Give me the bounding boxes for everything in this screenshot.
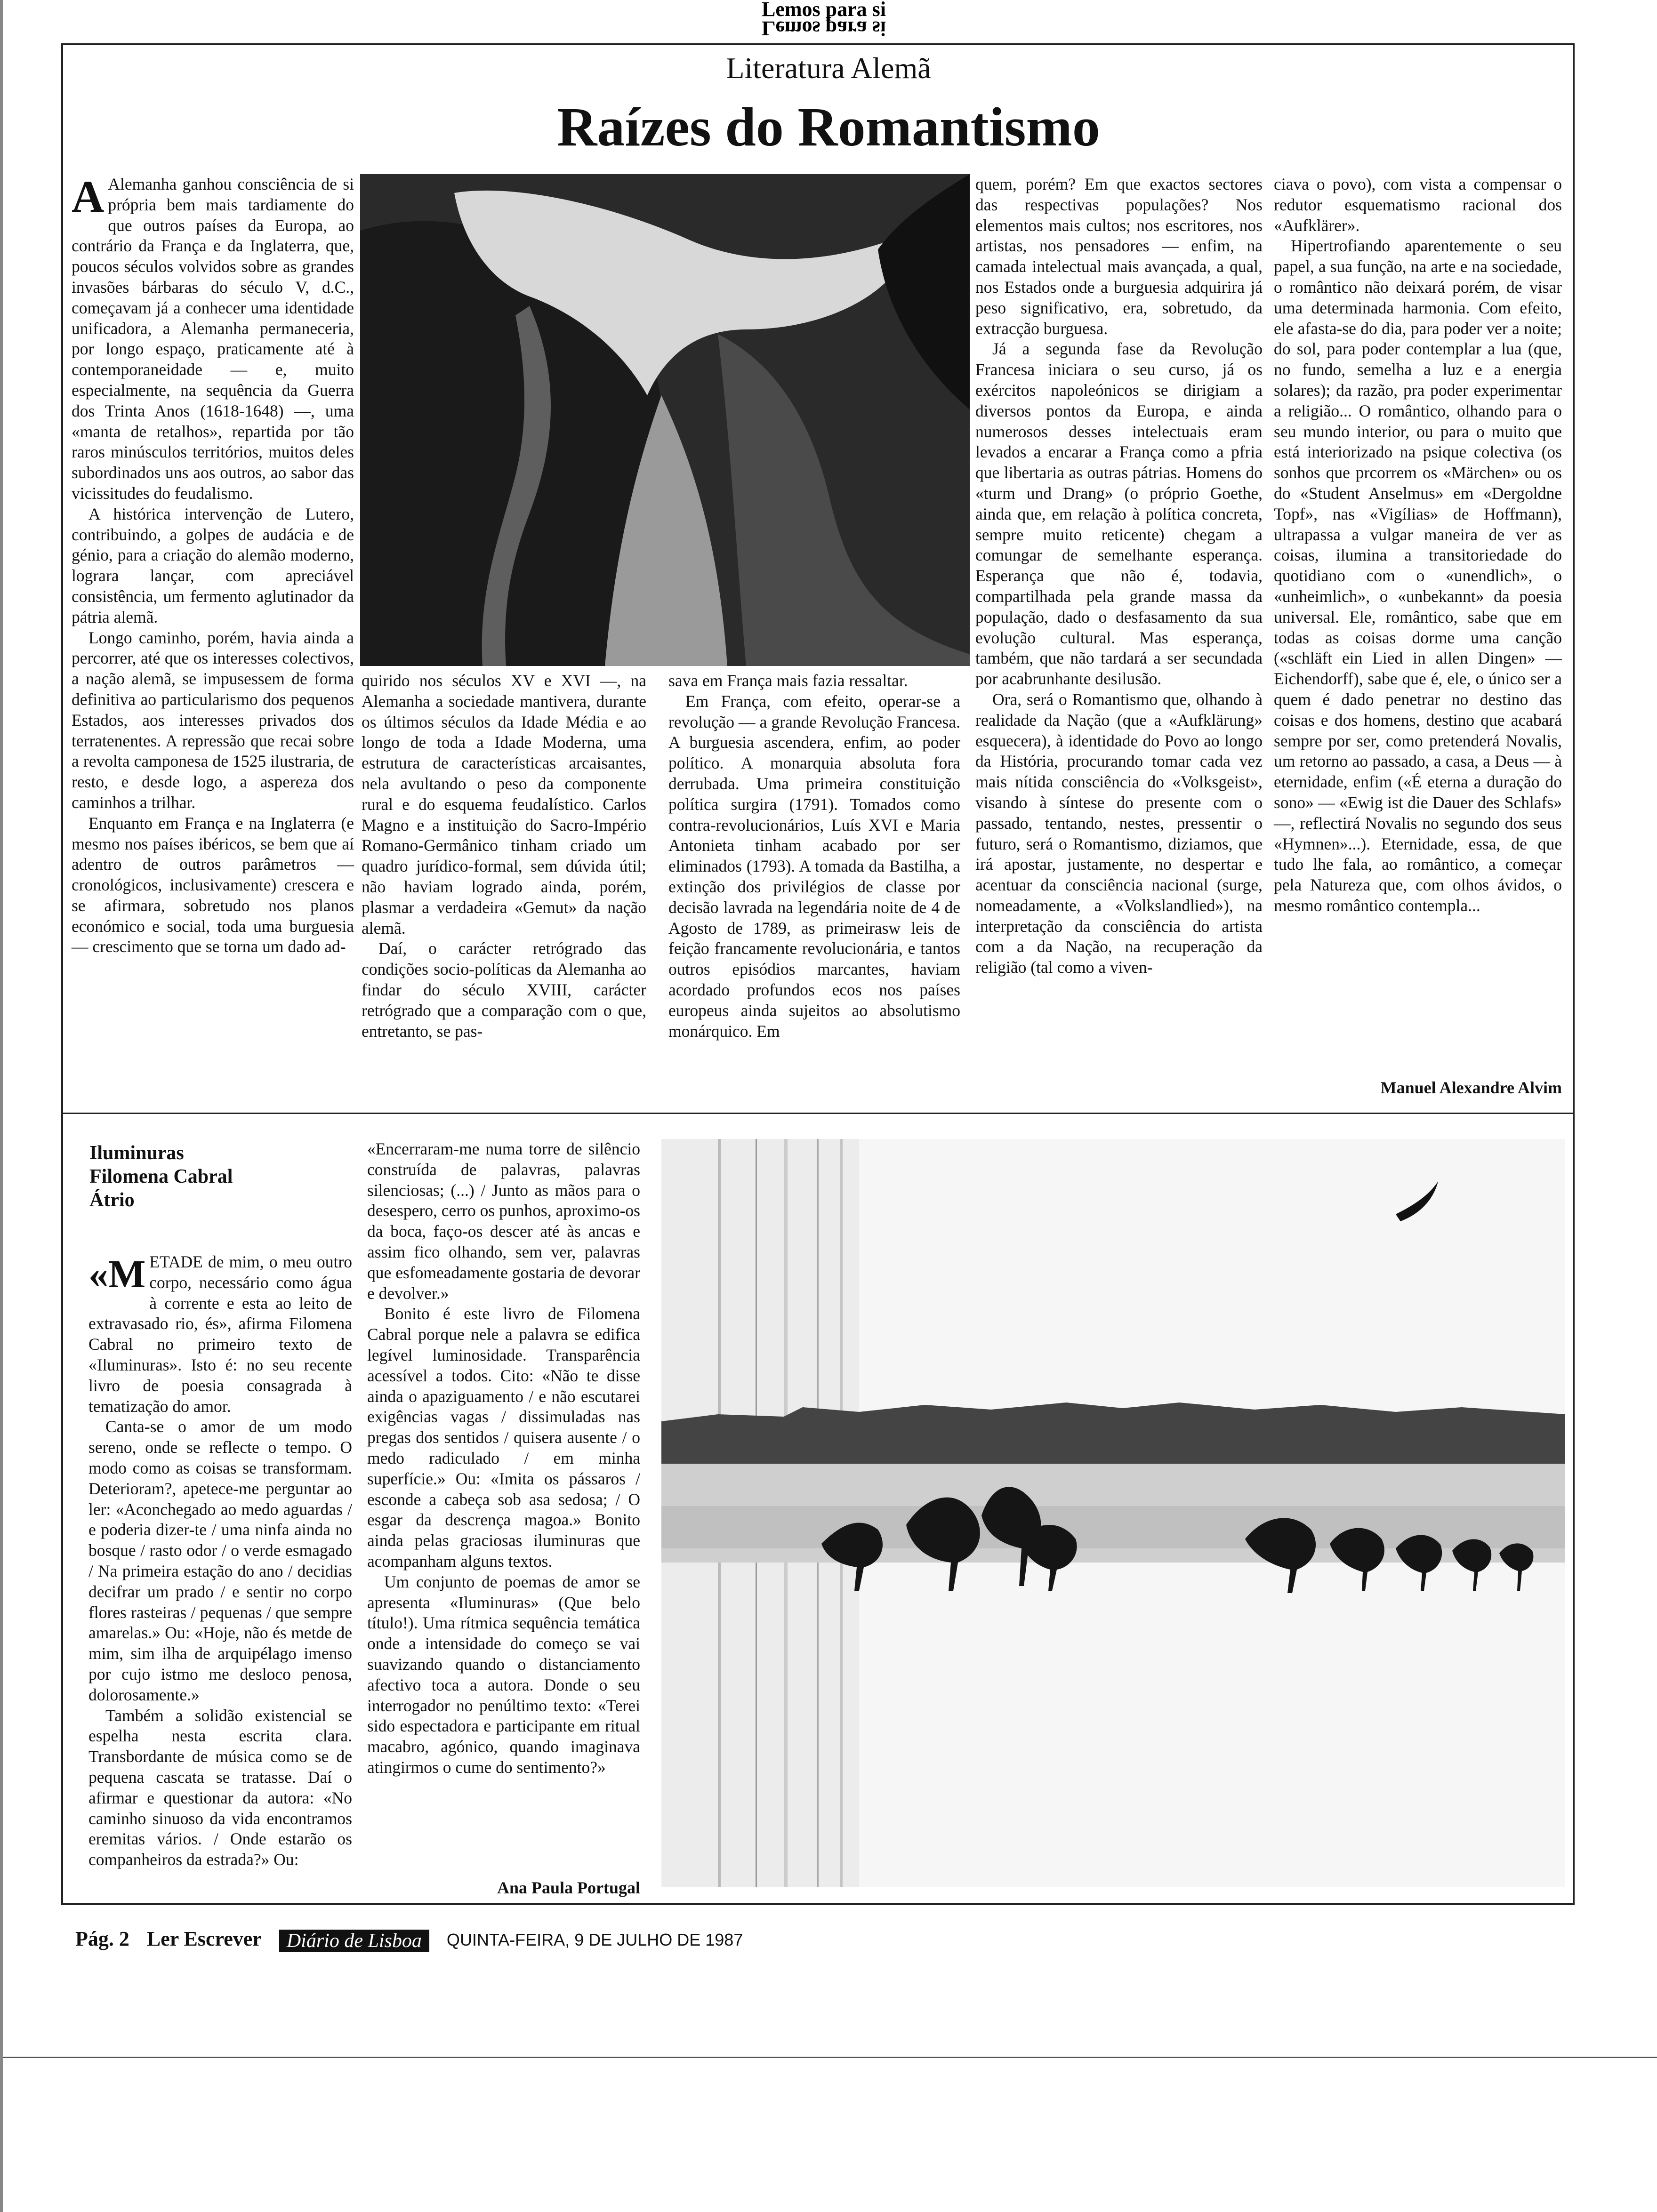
article1-col2 — [362, 671, 646, 1104]
paragraph: Em França, com efeito, operar-se a revolução — a grande Revolução Francesa. A burguesia ascendera, enfim, ao poder político. A monarquia absoluta fora derrubada. Uma primeira constituição política surgira (1791). Tomados como contra-revolucionários, Luís XVI e Maria Antonieta tinham acabado por ser eliminados (1793). A tomada da Bastilha, a extinção dos privilégios de classe por decisão lavrada na legendária noite de 4 de Agosto de 1789, as primeirasw leis de feição francamente revolucionária, e tantos outros episódios marcantes, haviam acordado profundos ecos nos países europeus ainda sujeitos ao absolutismo monárquico. Em — [668, 691, 960, 1041]
paragraph: Hipertrofiando aparentemente o seu papel, a sua função, na arte e na sociedade, o romântico não deixará porém, de visar uma determinada harmonia. Com efeito, ele afasta-se do dia, para poder ver a noite; do sol, para poder contemplar a lua (que, no fundo, semelha a luz e a energia solares); da razão, pra poder experimentar a religião... O romântico, olhando para o seu mundo interior, ou para o muito que está interiorizado na psique colectiva (os sonhos que prcorrem os «Märchen» ou os do «Student Anselmus» em «Dergoldne Topf», nas «Vigílias» de Hoffmann), ultrapassa a vulgar maneira de ver as coisas, ilumina a transitoriedade do quotidiano com o «unendlich», o «unheimlich», o «unbekannt» da poesia universal. Ele, romântico, sabe que em todas as coisas dorme uma canção («schläft ein Lied in allen Dingen» — Eichendorff), sabe que é, ele, o único ser a quem é dado penetrar no destino das coisas e dos homens, destino que acabará sempre por ser, como pretenderá Novalis, um retorno ao passado, a casa, a Deus — à eternidade, enfim («É eterna a duração do sono» — «Ewig ist die Dauer des Schlafs» —, reflectirá Novalis no segundo dos seus «Hymnen»...). Eternidade, essa, de que tudo lhe fala, ao romântico, a começar pela Natureza que, com olhos ávidos, o mesmo romântico contempla... — [1274, 236, 1562, 915]
paragraph: ciava o povo), com vista a compensar o redutor esquematismo racional dos «Aufklärer». — [1274, 175, 1562, 235]
paragraph: ETADE de mim, o meu outro corpo, necessário como água à corrente e esta ao leito de extravasado rio, és», afirma Filomena Cabral no primeiro texto de «Iluminuras». Isto é: no seu recente livro de poesia consagrada à tematização do amor. — [88, 1252, 352, 1416]
article1-col1 — [72, 171, 354, 1106]
paragraph: Um conjunto de poemas de amor se apresenta «Iluminuras» (Que belo título!). Uma rítmica sequência temática onde a intensidade do começo se vai suavizando quando o distanciamento afectivo toca a autora. Donde o seu interrogador no penúltimo texto: «Terei sido espectadora e participante em ritual macabro, agónico, quando imaginava atingirmos o cume do sentimento?» — [367, 1572, 640, 1777]
article1-col4 — [975, 174, 1263, 1106]
article1-col3 — [668, 671, 960, 1104]
publisher-name: Átrio — [89, 1189, 135, 1211]
headline: Raízes do Romantismo — [557, 96, 1100, 158]
article2-col2 — [367, 1139, 640, 1864]
paragraph: Alemanha ganhou consciência de si própria bem mais tardiamente do que outros países da Europa, ao contrário da França e da Inglaterra, que, poucos séculos volvidos sobre as grandes invasões bárbaras do século V, d.C., começavam já a conhecer uma identidade unificadora, a Alemanha permaneceria, por longo espaço, praticamente até à contemporaneidade — e, muito especialmente, na sequência da Guerra dos Trinta Anos (1618-1648) —, uma «manta de retalhos», repartida por tão raros minúsculos territórios, muitos deles subordinados uns aos outros, ao sabor das vicissitudes do feudalismo. — [72, 175, 354, 503]
paragraph: «Encerraram-me numa torre de silêncio construída de palavras, palavras silenciosas; (...) / Junto as mãos para o desespero, cerro os punhos, aproximo-os da boca, faço-os descer até às ancas e assim fico olhando, sem ver, palavras que esfomeadamente gostaria de devorar e devolver.» — [367, 1139, 640, 1303]
paragraph: quirido nos séculos XV e XVI —, na Alemanha a sociedade mantivera, durante os últimos séculos da Idade Média e ao longo de toda a Idade Moderna, uma estrutura de características arcaisantes, nela avultando o peso da componente rural e do esquema feudalístico. Carlos Magno e a instituição do Sacro-Império Romano-Germânico tinham criado um quadro jurídico-formal, sem dúvida útil; não haviam logrado ainda, porém, plasmar a verdadeira «Gemut» da nação alemã. — [362, 671, 646, 938]
tree-photo-drawing — [360, 174, 970, 666]
book-title: Iluminuras — [89, 1142, 184, 1164]
footer — [75, 1925, 755, 1954]
article2-byline: Ana Paula Portugal — [497, 1878, 640, 1897]
bottom-rule — [61, 1903, 1575, 1905]
article1-byline: Manuel Alexandre Alvim — [1380, 1078, 1562, 1097]
section-divider — [61, 1113, 1575, 1114]
section-title: Literatura Alemã — [726, 51, 931, 85]
author-name: Filomena Cabral — [89, 1166, 233, 1187]
paragraph: Ora, será o Romantismo que, olhando à realidade da Nação (que a «Aufklärung» esquecera), à identidade do Povo ao longo da História, procurando tomar cada vez mais nítida consciência do «Volksgeist», visando à síntese do presente com o passado, tentando, nestes, pressentir o futuro, será o Romantismo, diziamos, que irá apostar, justamente, no despertar e acentuar da consciência nacional (surge, nomeadamente, a «Volkslandlied»), na interpretação da consciência do artista com a da Nação, na recuperação da religião (tal como a viven- — [975, 689, 1263, 977]
top-rule — [61, 43, 1575, 45]
right-frame — [1573, 43, 1575, 1905]
issue-date: QUINTA-FEIRA, 9 DE JULHO DE 1987 — [446, 1930, 743, 1949]
paragraph: Daí, o carácter retrógrado das condições socio-políticas da Alemanha ao findar do século XVIII, carácter retrógrado que a comparação com o que, entretanto, se pas- — [362, 939, 646, 1041]
paragraph: Canta-se o amor de um modo sereno, onde se reflecte o tempo. O modo como as coisas se transformam. Deterioram?, apetece-me perguntar ao ler: «Aconchegado ao medo aguardas / e poderia dizer-te / uma ninfa ainda no bosque / rasto odor / o verde esmagado / Na primeira estação do ano / decidias decifrar um prado / e sentir no corpo flores rasteiras / pequenas / que sempre amarelas.» Ou: «Hoje, não és metde de mim, sim ilha de arquipélago imenso por cujo istmo me desloco penosa, dolorosamente.» — [88, 1417, 352, 1704]
newspaper-logo: Diário de Lisboa — [279, 1930, 429, 1952]
drop-cap: A — [72, 171, 105, 222]
masthead-text: Lemos para si — [762, 0, 886, 21]
tree-photo — [360, 174, 970, 666]
flamingo-photo — [661, 1139, 1565, 1887]
supplement-name: Ler Escrever — [146, 1927, 262, 1950]
paragraph: Bonito é este livro de Filomena Cabral porque nele a palavra se edifica legível luminosidade. Transparência acessível a todos. Cito: «Não te disse ainda o apaziguamento / e não escutarei exigências vagas / dissimuladas nas pregas dos sentidos / quisera ausente / o medo radiculado / em minha superfície.» Ou: «Imita os pássaros / esconde a cabeça sob asa sedosa; / O esgar da descrença magoa.» Bonito ainda pelas graciosas iluminuras que acompanham alguns textos. — [367, 1304, 640, 1571]
paragraph: Longo caminho, porém, havia ainda a percorrer, até que os interesses colectivos, a nação alemã, se impusessem de forma definitiva ao particularismo dos pequenos Estados, aos interesses privados dos terratenentes. A repressão que recai sobre a revolta camponesa de 1525 ilustraria, de resto, e desde logo, a aspereza dos caminhos a trilhar. — [72, 628, 354, 812]
page-number: Pág. 2 — [75, 1927, 129, 1950]
left-scan-edge — [0, 0, 3, 2212]
article1-col5 — [1274, 174, 1562, 1059]
paragraph: quem, porém? Em que exactos sectores das respectivas populações? Nos elementos mais cultos; nos escritores, nos artistas, nos pensadores — enfim, na camada intelectual mais avançada, a qual, nos Estados onde a burguesia adquirira já peso significativo, era, sobretudo, da extracção burguesa. — [975, 175, 1263, 338]
article2-col1 — [88, 1252, 352, 1901]
masthead — [683, 0, 965, 45]
paragraph: Também a solidão existencial se espelha nesta escrita clara. Transbordante de música como se de pequena cascata se tratasse. Daí o afirmar e questionar da autora: «No caminho sinuoso da vida encontramos eremitas vários. / Onde estarão os companheiros da estrada?» Ou: — [88, 1706, 352, 1869]
flamingo-photo-drawing — [661, 1139, 1565, 1887]
drop-cap: «M — [88, 1252, 146, 1296]
paragraph: Já a segunda fase da Revolução Francesa iniciara o seu curso, já os exércitos napoleónicos se dirigiam a diversos pontos da Europa, e ainda numerosos desses intelectuais eram levados a encarar a França como a pfria que libertaria as outras pátrias. Homens do «turm und Drang» (o próprio Goethe, ainda que, em relação à política concreta, sempre muito reticente) chegam a comungar de semelhante esperança. Esperança que não é, todavia, compartilhada pela grande massa da população, dado o desfasamento da sua evolução cultural. Mas esperança, também, que não tardará a ser secundada por acabrunhante desilusão. — [975, 339, 1263, 689]
paragraph: A histórica intervenção de Lutero, contribuindo, a golpes de audácia e de génio, para a criação do alemão moderno, lograra lançar, com apreciável consistência, um fermento aglutinador da pátria alemã. — [72, 504, 354, 626]
paragraph: sava em França mais fazia ressaltar. — [668, 671, 908, 690]
masthead-mirror-text: Lemos para si — [762, 17, 886, 40]
bottom-page-rule — [0, 2057, 1657, 2058]
paragraph: Enquanto em França e na Inglaterra (e mesmo nos países ibéricos, se bem que aí adentro de outros parâmetros — cronológicos, inclusivamente) crescera e se afirmara, sobretudo nos planos económico e social, toda uma burguesia — crescimento que se torna um dado ad- — [72, 813, 354, 956]
left-frame — [61, 43, 63, 1905]
article2-heading — [89, 1141, 334, 1212]
